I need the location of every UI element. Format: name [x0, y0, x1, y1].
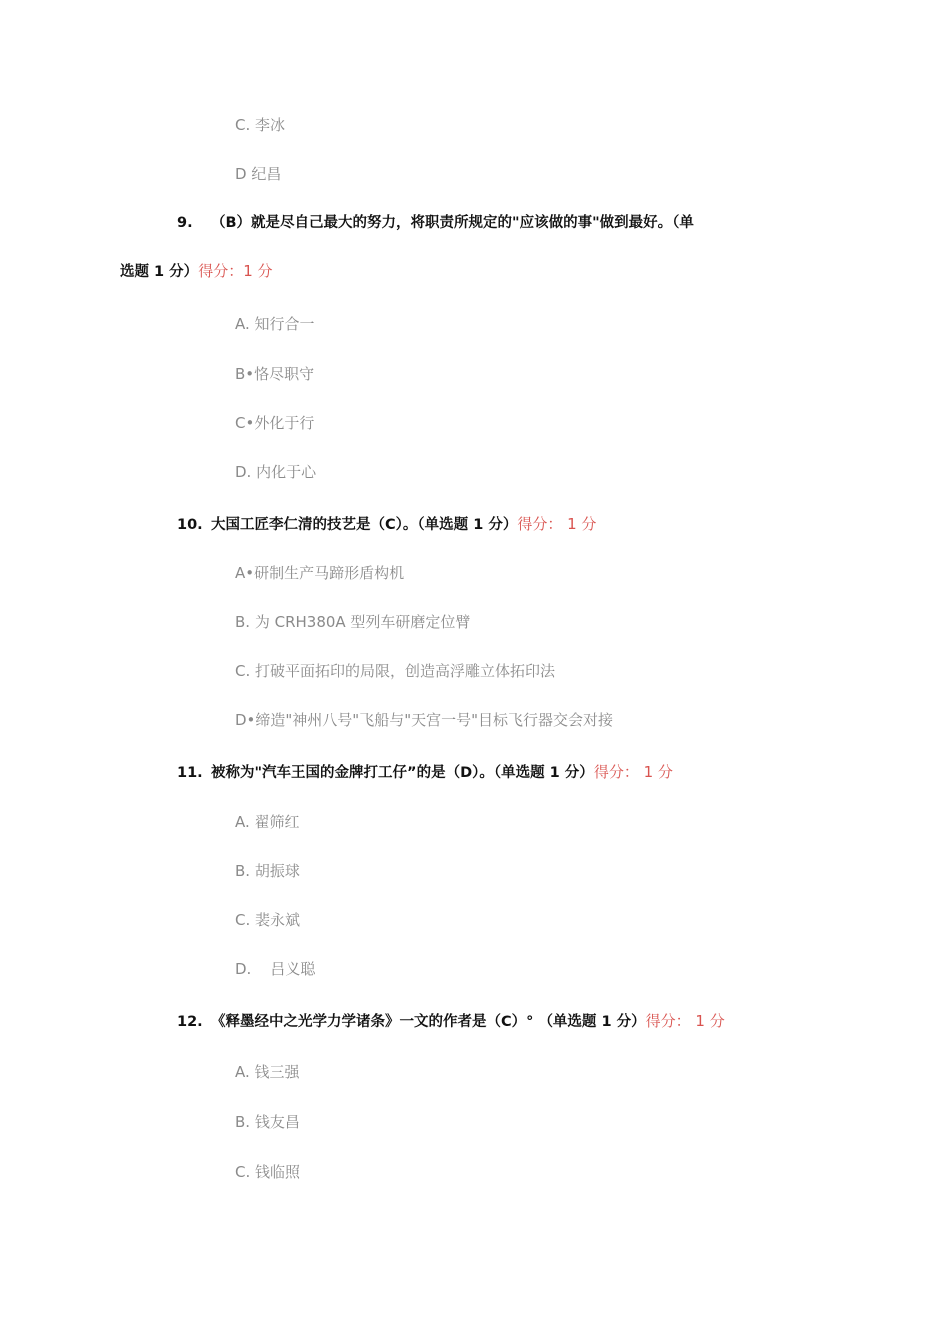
q10-option-c: C. 打破平面拓印的局限，创造高浮雕立体拓印法 [235, 662, 556, 680]
q10-stem-text: 大国工匠李仁清的技艺是（C）。（单选题 1 分） [211, 517, 518, 533]
q12-stem-text: 《释墨经中之光学力学诸条》一文的作者是（C）° （单选题 1 分） [211, 1014, 646, 1030]
q12-option-c: C. 钱临照 [235, 1163, 301, 1181]
q11-stem-text: 被称为"汽车王国的金牌打工仔”的是（D）。（单选题 1 分） [211, 765, 594, 781]
q9-number: 9. [177, 215, 193, 231]
q9-stem-line2 [120, 261, 273, 282]
q9-stem-line1 [177, 213, 694, 233]
q10-score: 得分： 1 分 [517, 515, 597, 533]
q9-option-a: A. 知行合一 [235, 315, 315, 333]
q11-option-d: D. 吕义聪 [235, 960, 316, 978]
q10-option-b: B. 为 CRH380A 型列车研磨定位臂 [235, 613, 471, 631]
q11-option-a: A. 翟筛红 [235, 813, 300, 831]
q10-number: 10. [177, 517, 203, 533]
q12-option-a: A. 钱三强 [235, 1063, 300, 1081]
q8-option-d: D 纪昌 [235, 165, 282, 183]
q11-option-b: B. 胡振球 [235, 862, 300, 880]
q8-option-c: C. 李冰 [235, 116, 286, 134]
q11-stem [177, 762, 673, 783]
q12-stem [177, 1011, 725, 1032]
q11-score: 得分： 1 分 [593, 763, 673, 781]
q11-option-c: C. 裴永斌 [235, 911, 301, 929]
q9-score: 得分：1 分 [198, 262, 273, 280]
q11-number: 11. [177, 765, 203, 781]
q10-option-d: D•缔造"神州八号"飞船与"天宫一号"目标飞行器交会对接 [235, 711, 613, 729]
q10-option-a: A•研制生产马蹄形盾构机 [235, 564, 405, 582]
q9-option-c: C•外化于行 [235, 414, 315, 432]
q9-stem-cont: 选题 1 分） [120, 264, 199, 280]
q12-option-b: B. 钱友昌 [235, 1113, 300, 1131]
q9-option-b: B•恪尽职守 [235, 365, 315, 383]
q12-number: 12. [177, 1014, 203, 1030]
q10-stem [177, 514, 596, 535]
q9-stem-text: （B）就是尽自己最大的努力，将职责所规定的"应该做的事"做到最好。（单 [211, 215, 694, 231]
q12-score: 得分： 1 分 [645, 1012, 725, 1030]
q9-option-d: D. 内化于心 [235, 463, 317, 481]
